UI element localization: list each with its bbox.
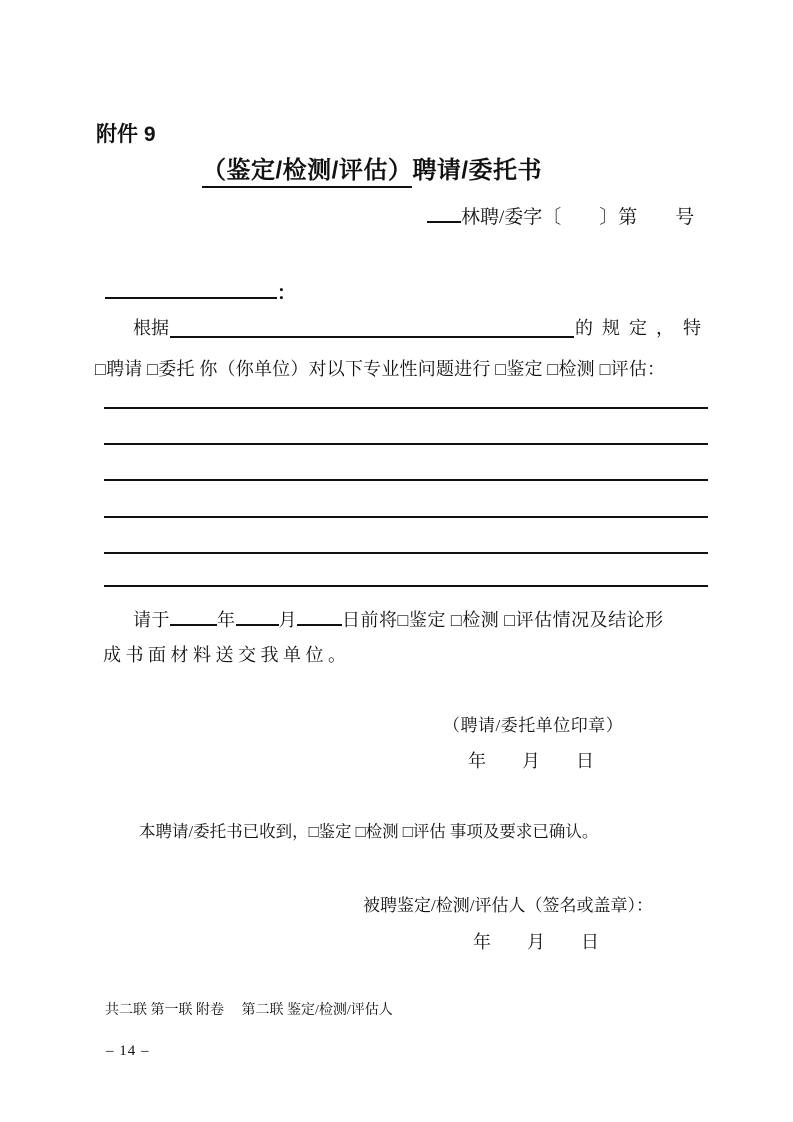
- addressee-colon: ：: [277, 282, 297, 304]
- basis-line: [103, 316, 710, 341]
- document-title-rest: 聘请/委托书: [412, 157, 543, 184]
- deadline-month-label: 月: [278, 609, 297, 630]
- deadline-year-label: 年: [217, 609, 236, 630]
- signee-label: 被聘鉴定/检测/评估人（签名或盖章）：: [363, 896, 653, 915]
- signee-date-line: 年 月 日: [473, 932, 599, 952]
- blank-day: [297, 605, 342, 626]
- blank-addressee-name: [105, 277, 277, 299]
- deadline-line: [133, 605, 664, 632]
- deadline-wrap-line: 成书面材料送交我单位。: [103, 645, 351, 665]
- ruled-answer-line: [104, 516, 708, 518]
- attachment-label: 附件 9: [96, 123, 156, 146]
- page-number: – 14 –: [106, 1043, 150, 1059]
- stamp-note: （聘请/委托单位印章）: [443, 716, 624, 735]
- deadline-start: 请于: [133, 609, 170, 630]
- copies-note: 共二联 第一联 附卷 第二联 鉴定/检测/评估人: [105, 1003, 393, 1018]
- blank-basis-regulation: [170, 336, 574, 338]
- ruled-answer-line: [104, 585, 708, 587]
- ruled-answer-line: [104, 407, 708, 409]
- ruled-answer-line: [104, 443, 708, 445]
- addressee-line: [105, 277, 296, 305]
- document-title-underlined-part: （鉴定/检测/评估）: [202, 157, 412, 188]
- document-title: [202, 150, 542, 185]
- document-number-text: 林聘/委字〔 〕第 号: [461, 206, 695, 228]
- receipt-confirmation-line: 本聘请/委托书已收到，□鉴定 □检测 □评估 事项及要求已确认。: [139, 822, 599, 841]
- document-number-line: [427, 201, 694, 229]
- blank-doc-number-prefix: [427, 201, 461, 223]
- basis-suffix: 的规定，特: [575, 318, 710, 338]
- ruled-answer-line: [104, 552, 708, 554]
- blank-year: [170, 605, 217, 626]
- stamp-date-line: 年 月 日: [468, 751, 594, 771]
- blank-month: [236, 605, 279, 626]
- deadline-day-rest: 日前将□鉴定 □检测 □评估情况及结论形: [342, 609, 664, 630]
- basis-prefix: 根据: [133, 318, 169, 338]
- ruled-answer-line: [104, 479, 708, 481]
- request-checkbox-line: □聘请 □委托 你（你单位）对以下专业性问题进行 □鉴定 □检测 □评估：: [95, 359, 666, 379]
